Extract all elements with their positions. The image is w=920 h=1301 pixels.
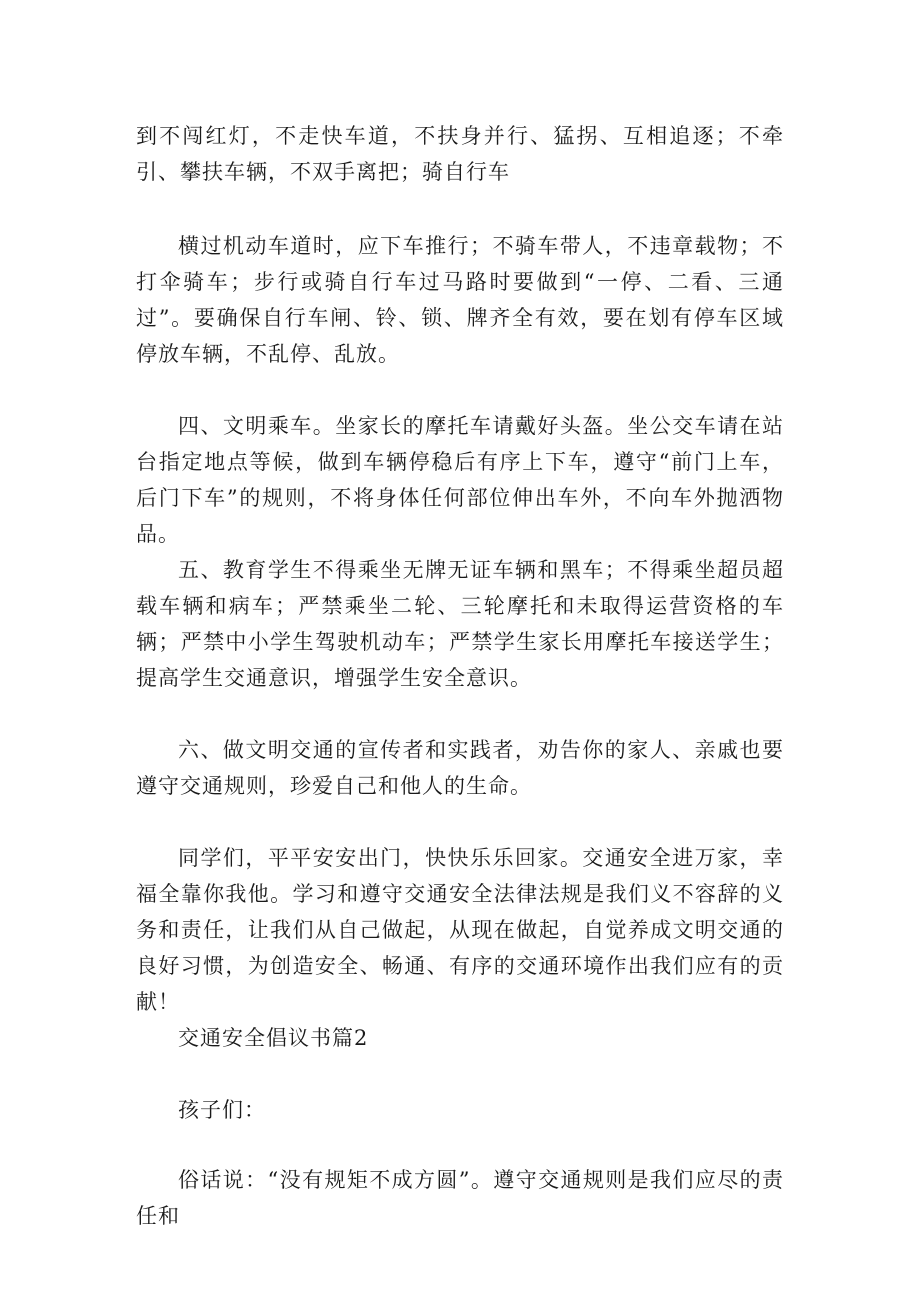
paragraph-promotion: 六、做文明交通的宣传者和实践者，劝告你的家人、亲戚也要遵守交通规则，珍爱自己和他人的生命。	[136, 738, 784, 798]
paragraph-education: 五、教育学生不得乘坐无牌无证车辆和黑车；不得乘坐超员超载车辆和病车；严禁乘坐二轮、三轮摩托和未取得运营资格的车辆；严禁中小学生驾驶机动车；严禁学生家长用摩托车接送学生；提高学生交通意识，增强学生安全意识。	[136, 558, 784, 690]
salutation: 孩子们：	[178, 1098, 266, 1122]
paragraph-cycling-rules: 到不闯红灯，不走快车道，不扶身并行、猛拐、互相追逐；不牵引、攀扶车辆，不双手离把；骑自行车	[136, 124, 784, 184]
paragraph-proverb: 俗话说：“没有规矩不成方圆”。遵守交通规则是我们应尽的责任和	[136, 1168, 784, 1228]
paragraph-crossing-road: 横过机动车道时，应下车推行；不骑车带人，不违章载物；不打伞骑车；步行或骑自行车过马路时要做到“一停、二看、三通过”。要确保自行车闸、铃、锁、牌齐全有效，要在划有停车区域停放车辆，不乱停、乱放。	[136, 234, 784, 366]
paragraph-closing: 同学们，平平安安出门，快快乐乐回家。交通安全进万家，幸福全靠你我他。学习和遵守交通安全法律法规是我们义不容辞的义务和责任，让我们从自己做起，从现在做起，自觉养成文明交通的良好习惯，为创造安全、畅通、有序的交通环境作出我们应有的贡献！	[136, 846, 784, 1014]
section-heading: 交通安全倡议书篇2	[178, 1026, 369, 1050]
paragraph-civilized-riding: 四、文明乘车。坐家长的摩托车请戴好头盔。坐公交车请在站台指定地点等候，做到车辆停稳后有序上下车，遵守“前门上车，后门下车”的规则，不将身体任何部位伸出车外，不向车外抛洒物品。	[136, 414, 784, 546]
